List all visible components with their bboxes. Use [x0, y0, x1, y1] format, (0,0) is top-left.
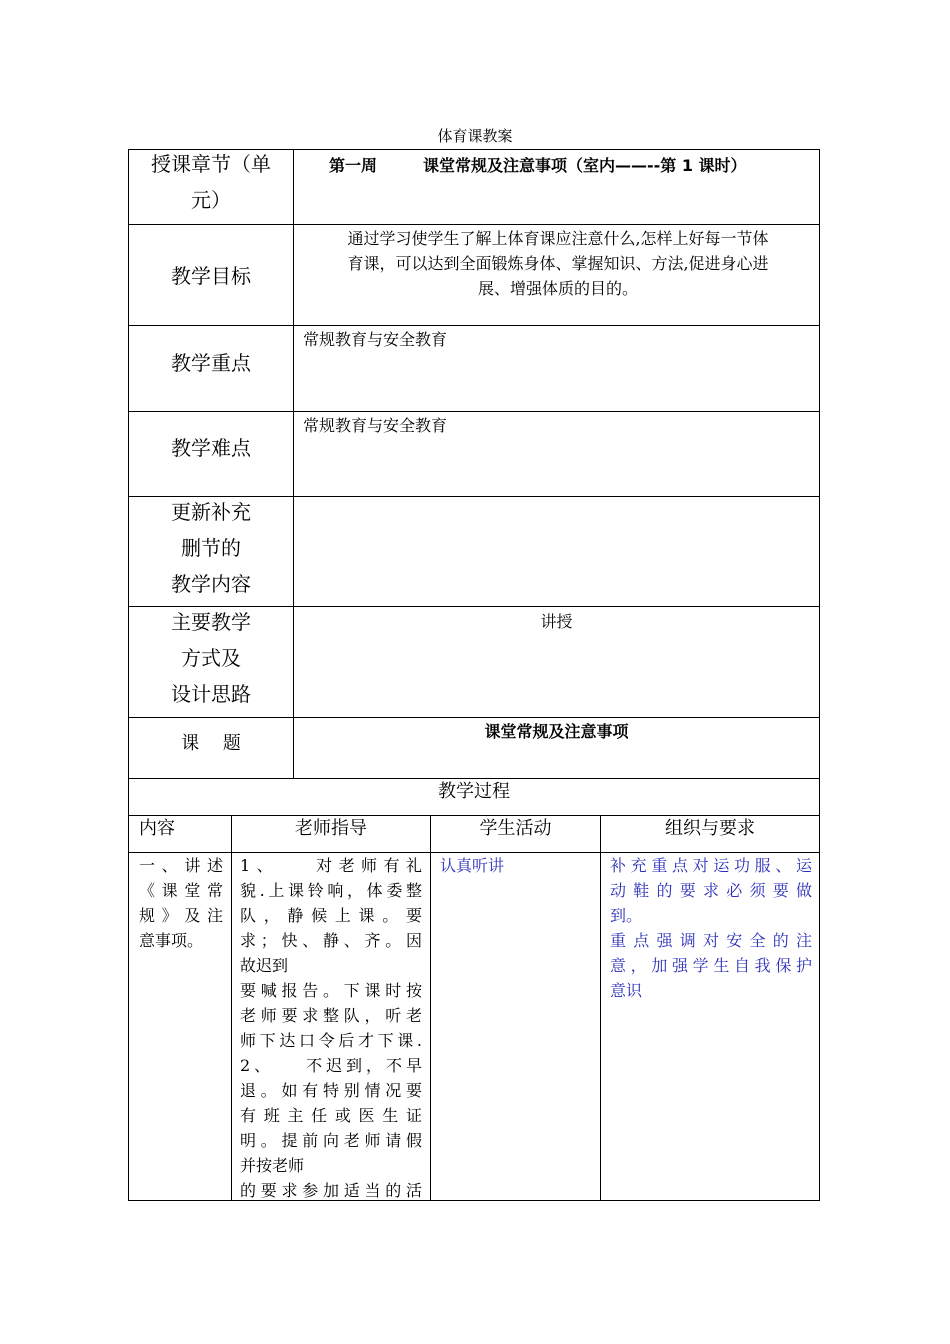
requirement-line: 意，加强学生自我保护 — [610, 956, 812, 975]
objective-value — [301, 226, 815, 301]
column-divider — [231, 816, 232, 1201]
method-label-line: 设计思路 — [171, 682, 251, 706]
header-teacher: 老师指导 — [295, 818, 367, 839]
supplement-label — [129, 494, 293, 602]
header-student: 学生活动 — [479, 818, 552, 839]
row-divider — [129, 224, 819, 225]
teacher-line: 貌.上课铃响，体委整 — [240, 881, 422, 900]
key-point-label: 教学重点 — [171, 351, 251, 375]
teacher-line: 师下达口令后才下课. — [240, 1031, 422, 1050]
teacher-line: 有班主任或医生证 — [240, 1106, 422, 1125]
supplement-label-line: 删节的 — [181, 536, 241, 560]
objective-label: 教学目标 — [171, 264, 251, 288]
teacher-line: 2、 不迟到，不早 — [240, 1056, 422, 1075]
supplement-label-line: 更新补充 — [171, 500, 251, 524]
teacher-line: 老师要求整队，听老 — [240, 1006, 422, 1025]
teacher-line: 明。提前向老师请假 — [240, 1131, 422, 1150]
topic-label: 课 题 — [181, 733, 241, 754]
requirement-line: 意识 — [610, 981, 643, 1000]
requirement-line: 到。 — [610, 906, 643, 925]
method-label-line: 方式及 — [181, 646, 241, 670]
header-content: 内容 — [139, 818, 175, 839]
process-title: 教学过程 — [438, 781, 510, 802]
document-title: 体育课教案 — [437, 127, 513, 145]
difficulty-value: 常规教育与安全教育 — [303, 416, 448, 435]
requirement-line: 动鞋的要求必须要做 — [610, 881, 812, 900]
row-divider — [129, 815, 819, 816]
objective-line: 育课，可以达到全面锻炼身体、掌握知识、方法,促进身心进 — [347, 254, 769, 273]
method-value: 讲授 — [540, 612, 573, 631]
teacher-line: 1、 对老师有礼 — [240, 856, 422, 875]
objective-line: 通过学习使学生了解上体育课应注意什么,怎样上好每一节体 — [347, 229, 769, 248]
content-line: 《课堂常 — [139, 881, 223, 900]
chapter-week: 第一周 — [329, 156, 378, 175]
process-student-activity: 认真听讲 — [440, 856, 505, 875]
difficulty-label: 教学难点 — [171, 436, 251, 460]
chapter-label-line: 元） — [191, 188, 231, 212]
teacher-line: 的要求参加适当的活 — [240, 1181, 422, 1200]
row-divider — [129, 717, 819, 718]
key-point-value: 常规教育与安全教育 — [303, 330, 448, 349]
column-divider — [600, 816, 601, 1201]
content-line: 规》及注 — [139, 906, 223, 925]
process-teacher-guidance — [240, 853, 422, 1203]
content-line: 意事项。 — [139, 931, 204, 950]
teacher-line: 求；快、静、齐。因 — [240, 931, 422, 950]
process-content — [139, 853, 223, 953]
header-requirement: 组织与要求 — [665, 818, 755, 839]
teacher-line: 故迟到 — [240, 956, 289, 975]
requirement-line: 补充重点对运功服、运 — [610, 856, 812, 875]
requirement-line: 重点强调对安全的注 — [610, 931, 812, 950]
teacher-line: 并按老师 — [240, 1156, 305, 1175]
teacher-line: 队，静候上课。要 — [240, 906, 422, 925]
row-divider — [129, 411, 819, 412]
lesson-plan-table — [128, 149, 820, 1201]
teacher-line: 要喊报告。下课时按 — [240, 981, 422, 1000]
method-label-line: 主要教学 — [171, 610, 251, 634]
row-divider — [129, 325, 819, 326]
chapter-label-line: 授课章节（单 — [151, 152, 271, 176]
chapter-label — [129, 146, 293, 218]
chapter-value: 课堂常规及注意事项（室内——--第 1 课时） — [423, 156, 747, 175]
content-line: 一、讲述 — [139, 856, 223, 875]
supplement-label-line: 教学内容 — [171, 572, 251, 596]
column-divider — [293, 150, 294, 779]
topic-value: 课堂常规及注意事项 — [484, 722, 629, 741]
row-divider — [129, 778, 819, 779]
method-label — [129, 604, 293, 712]
objective-line: 展、增强体质的目的。 — [477, 279, 638, 298]
process-requirements — [610, 853, 812, 1003]
teacher-line: 退。如有特别情况要 — [240, 1081, 422, 1100]
column-divider — [430, 816, 431, 1201]
